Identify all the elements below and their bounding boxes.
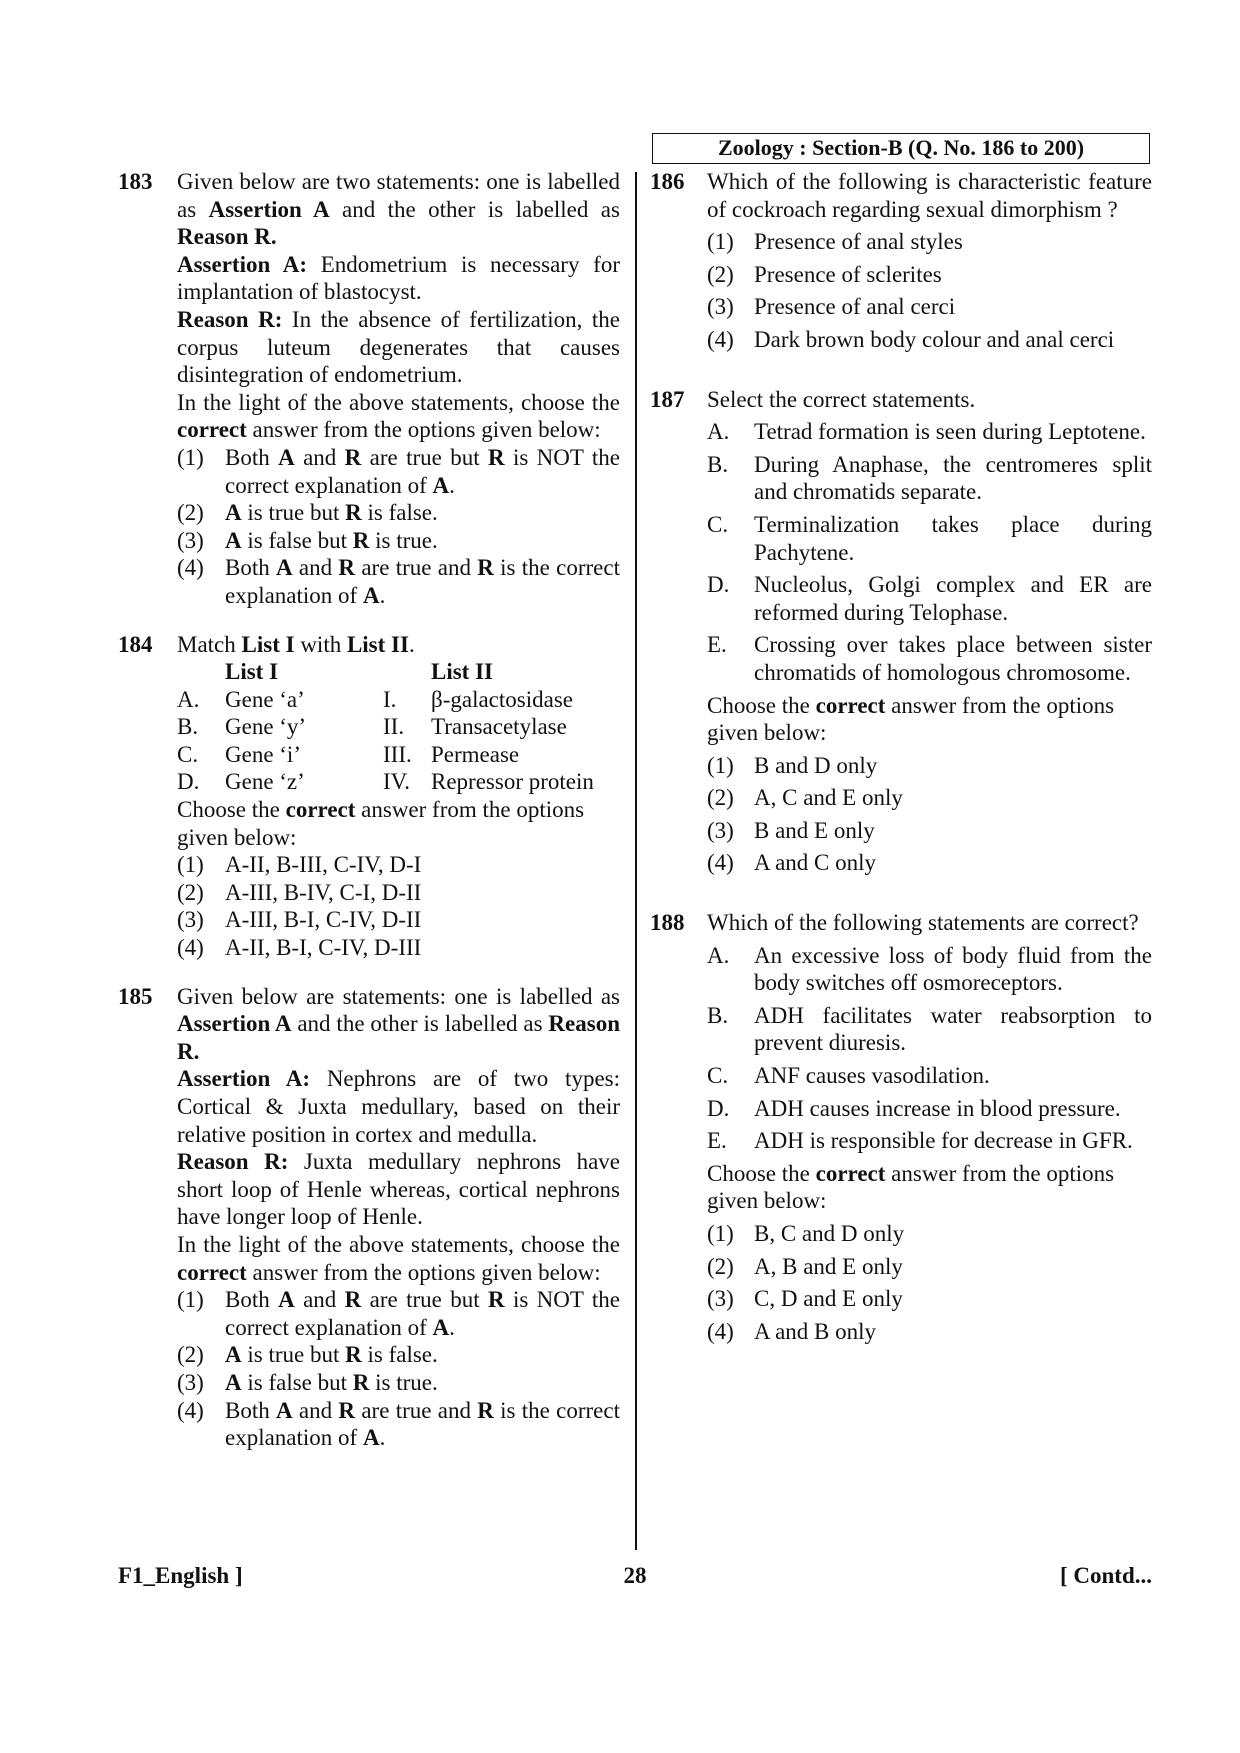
statement: C. ANF causes vasodilation. — [707, 1063, 990, 1089]
choose-instruction: Choose the correct answer from the options given below: — [707, 1160, 1115, 1214]
option: (1) B and D only — [707, 752, 878, 778]
question-186 — [650, 168, 1152, 354]
match-row: D. Gene ‘z’ IV. Repressor protein — [177, 769, 594, 795]
option: (2) A, C and E only — [707, 785, 903, 811]
option: (2) A is true but R is false. — [177, 500, 438, 526]
match-row: C. Gene ‘i’ III. Permease — [177, 741, 520, 767]
assertion: Assertion A: Nephrons are of two types: Cortical & Juxta medullary, based on their relative position in cortex and medulla. — [177, 1066, 620, 1147]
option: (3) Presence of anal cerci — [707, 294, 956, 320]
page-number: 28 — [623, 1563, 647, 1588]
question-number: 185 — [118, 983, 153, 1009]
option: (3) B and E only — [707, 817, 875, 843]
option: (3) A is false but R is true. — [177, 527, 438, 553]
question-187 — [650, 386, 1152, 878]
option: (4) Both A and R are true and R is the correct explanation of A. — [177, 555, 620, 608]
question-number: 187 — [650, 386, 685, 412]
section-header: Zoology : Section-B (Q. No. 186 to 200) — [652, 133, 1150, 164]
match-row: A. Gene ‘a’ I. β-galactosidase — [177, 686, 573, 712]
continued-marker: [ Contd... — [1059, 1563, 1152, 1588]
statement: D. ADH causes increase in blood pressure. — [707, 1095, 1121, 1121]
left-column — [118, 168, 620, 1452]
question-184 — [118, 631, 620, 962]
choose-instruction: In the light of the above statements, choose the correct answer from the options given below: — [177, 389, 620, 443]
statement: A. An excessive loss of body fluid from the body switches off osmoreceptors. — [707, 942, 1152, 996]
question-text: Which of the following statements are correct? — [707, 910, 1139, 936]
question-number: 186 — [650, 169, 685, 194]
statement: B. ADH facilitates water reabsorption to prevent diuresis. — [707, 1002, 1152, 1056]
option: (4) A and B only — [707, 1318, 877, 1344]
question-intro: Match List I with List II. — [177, 631, 415, 657]
question-text: Which of the following is characteristic feature of cockroach regarding sexual dimorphism ? — [707, 169, 1152, 222]
column-divider — [635, 172, 637, 1550]
statement: A. Tetrad formation is seen during Leptotene. — [707, 419, 1146, 445]
question-intro: Given below are statements: one is labelled as Assertion A and the other is labelled as Reason R. — [177, 983, 620, 1064]
question-number: 188 — [650, 910, 685, 936]
option: (1) Presence of anal styles — [707, 229, 963, 255]
question-185 — [118, 983, 620, 1452]
reason: Reason R: Juxta medullary nephrons have short loop of Henle whereas, cortical nephrons have longer loop of Henle. — [177, 1149, 620, 1230]
option: (2) A, B and E only — [707, 1253, 903, 1279]
match-row: B. Gene ‘y’ II. Transacetylase — [177, 714, 567, 740]
statement: E. Crossing over takes place between sister chromatids of homologous chromosome. — [707, 632, 1152, 685]
option: (1) A-II, B-III, C-IV, D-I — [177, 852, 422, 878]
question-183 — [118, 168, 620, 610]
question-number: 184 — [118, 631, 153, 657]
option: (1) B, C and D only — [707, 1221, 905, 1246]
option: (3) A is false but R is true. — [177, 1369, 438, 1395]
option: (2) Presence of sclerites — [707, 261, 942, 287]
option: (4) Both A and R are true and R is the correct explanation of A. — [177, 1397, 620, 1451]
match-list-header: List I List II — [225, 659, 493, 685]
page-footer — [118, 1561, 1152, 1591]
option: (2) A-III, B-IV, C-I, D-II — [177, 879, 422, 905]
option: (1) Both A and R are true but R is NOT the correct explanation of A. — [177, 444, 620, 498]
option: (4) Dark brown body colour and anal cerci — [707, 326, 1115, 352]
choose-instruction: Choose the correct answer from the options given below: — [177, 797, 585, 850]
question-text: Select the correct statements. — [707, 386, 976, 412]
choose-instruction: Choose the correct answer from the options given below: — [707, 692, 1115, 746]
reason: Reason R: In the absence of fertilization, the corpus luteum degenerates that causes disintegration of endometrium. — [177, 306, 620, 388]
statement: E. ADH is responsible for decrease in GFR. — [707, 1128, 1133, 1154]
assertion: Assertion A: Endometrium is necessary for implantation of blastocyst. — [177, 251, 620, 305]
option: (4) A-II, B-I, C-IV, D-III — [177, 935, 422, 961]
option: (1) Both A and R are true but R is NOT the correct explanation of A. — [177, 1287, 620, 1340]
right-column — [650, 168, 1152, 1345]
question-188 — [650, 909, 1152, 1345]
statement: C. Terminalization takes place during Pachytene. — [707, 511, 1152, 565]
statement: D. Nucleolus, Golgi complex and ER are reformed during Telophase. — [707, 572, 1152, 625]
statement: B. During Anaphase, the centromeres split and chromatids separate. — [707, 451, 1152, 505]
option: (2) A is true but R is false. — [177, 1342, 438, 1368]
choose-instruction: In the light of the above statements, choose the correct answer from the options given below: — [177, 1231, 620, 1285]
paper-code: F1_English ] — [118, 1563, 243, 1588]
option: (4) A and C only — [707, 850, 877, 876]
question-intro: Given below are two statements: one is labelled as Assertion A and the other is labelled as Reason R. — [177, 169, 620, 250]
question-number: 183 — [118, 169, 153, 194]
option: (3) C, D and E only — [707, 1286, 903, 1312]
option: (3) A-III, B-I, C-IV, D-II — [177, 907, 422, 933]
